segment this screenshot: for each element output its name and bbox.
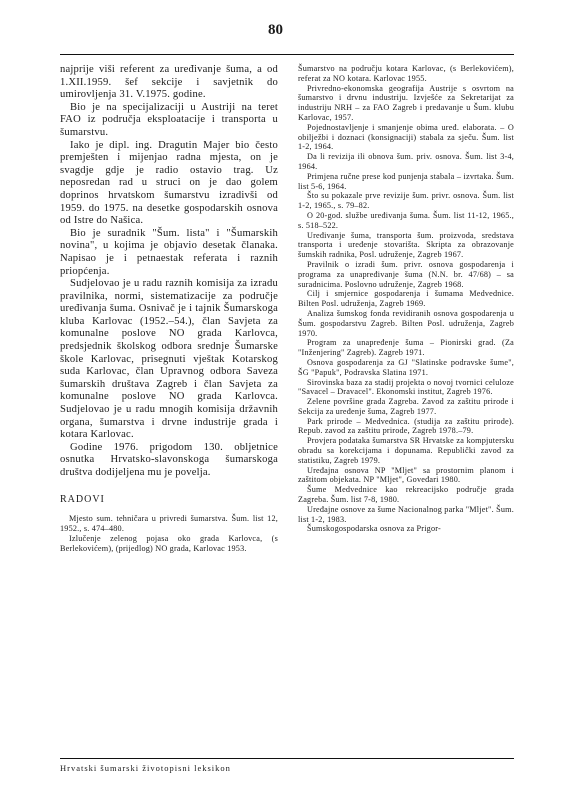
work-entry: Privredno-ekonomska geografija Austrije s osvrtom na šumarstvo i drvnu industriju. Izvješće za Sekretarijat za industriju NRH – za FAO Zagreb i predavanje u Šum. klubu Karlovac, 1957. xyxy=(298,83,514,122)
work-entry: Primjena ručne prese kod punjenja stabala – izvrtaka. Šum. list 5-6, 1964. xyxy=(298,171,514,191)
work-entry: Cilj i smjernice gospodarenja i šumama Medvednice. Bilten Posl. udruženja, Zagreb 1969. xyxy=(298,289,514,309)
work-entry: Šume Medvednice kao rekreacijsko područje grada Zagreba. Šum. list 7-8, 1980. xyxy=(298,485,514,505)
work-entry: Program za unapređenje šuma – Pionirski grad. (Za "Inženjering" Zagreb). Zagreb 1971. xyxy=(298,338,514,358)
work-entry: Uređivanje šuma, transporta šum. proizvoda, sredstava transporta i uređenje stovarišta. Skripta za obrazovanje šumskih radnika, Posl. udruženje, Zagreb 1967. xyxy=(298,230,514,260)
paragraph: Bio je na specijalizaciji u Austriji na teret FAO iz područja eksploatacije i transporta u šumarstvu. xyxy=(60,101,278,138)
work-entry: Što su pokazale prve revizije šum. privr. osnova. Šum. list 1-2, 1965., s. 79–82. xyxy=(298,191,514,211)
paragraph: Bio je suradnik "Šum. lista" i "Šumarskih novina", u kojima je objavio desetak članaka. Napisao je i petnaestak referata i raznih priopćenja. xyxy=(60,227,278,277)
work-entry: Osnova gospodarenja za GJ "Slatinske podravske šume", ŠG "Papuk", Podravska Slatina 1971. xyxy=(298,357,514,377)
page-number: 80 xyxy=(268,22,283,38)
paragraph: Iako je dipl. ing. Dragutin Majer bio često premješten i mijenjao radna mjesta, on je svagdje gdje je radio ostavio trag. Uz neposredan rad u struci on je dao golem doprinos hrvatskom šumarstvu izradivši od 1959. do 1975. na desetke gospodarskih osnova od Istre do Našica. xyxy=(60,139,278,227)
work-entry: Izlučenje zelenog pojasa oko grada Karlovca, (s Berlekovićem), (prijedlog) NO grada, Karlovac 1953. xyxy=(60,533,278,553)
work-entry: Uređajna osnova NP "Mljet" sa prostornim planom i zaštitom objekata. NP "Mljet", Goveđari 1980. xyxy=(298,465,514,485)
work-entry: Park prirode – Medvednica. (studija za zaštitu prirode). Repub. zavod za zaštitu prirode, Zagreb 1978.–79. xyxy=(298,416,514,436)
work-entry: Da li revizija ili obnova šum. priv. osnova. Šum. list 3-4, 1964. xyxy=(298,152,514,171)
work-entry: Šumskogospodarska osnova za Prigor- xyxy=(307,524,441,534)
work-entry: Analiza šumskog fonda revidiranih osnova gospodarenja u Šum. gospodarstvu Zagreb. Bilten Posl. udruženja, Zagreb 1970. xyxy=(298,308,514,338)
paragraph: najprije viši referent za uređivanje šuma, a od 1.XII.1959. šef sekcije i savjetnik do umirovljenja 31. V.1975. godine. xyxy=(60,64,278,101)
left-column xyxy=(60,64,278,553)
work-entry: Sirovinska baza za stadij projekta o novoj tvornici celuloze "Savacel – Dravacel". Ekonomski institut, Zagreb 1976. xyxy=(298,377,514,397)
work-entry: Pravilnik o izradi šum. privr. osnova gospodarenja i programa za unapređivanje šuma (N.N. br. 47/68) – sa suradnicima. Poslovno udruženje, Zagreb 1968. xyxy=(298,259,514,289)
paragraph: Sudjelovao je u radu raznih komisija za izradu pravilnika, normi, sistematizacije za područje uređivanja šuma. Osnivač je i tajnik Šumarskoga kluba Karlovac (1952.–54.), član Savjeta za komunalne poslove NO grada Karlovca, predsjednik školskog odbora srednje Šumarske škole Karlovac, prisegnuti vještak Kotarskog suda Karlovac, član Upravnog odbora Saveza šumarskih društava Zagreb i član Savjeta za komunalne poslove NO grada Karlovca. Sudjelovao je u radu mnogih komisija državnih organa, šumarstva i drvne industrije grada i kotara Karlovac. xyxy=(60,278,278,441)
work-entry: Mjesto sum. tehničara u privredi šumarstva. Šum. list 12, 1952., s. 474–480. xyxy=(60,514,278,533)
work-entry: Pojednostavljenje i smanjenje obima urеđ. elaborata. – O obilježbi i doznaci (konsignaciji) stabala za sječu. Šum. list 1-2, 1964. xyxy=(298,122,514,152)
right-column xyxy=(298,64,514,534)
work-entry: O 20-god. službe uređivanja šuma. Šum. list 11-12, 1965., s. 518–522. xyxy=(298,210,514,230)
footer-title: Hrvatski šumarski životopisni leksikon xyxy=(60,763,231,773)
header-rule xyxy=(60,54,514,55)
work-entry: Uređajne osnove za šume Nacionalnog parka "Mljet". Šum. list 1-2, 1983. xyxy=(298,504,514,524)
paragraph: Godine 1976. prigodom 130. obljetnice osnutka Hrvatsko-slavonskoga šumarskoga društva dodijeljena mu je povelja. xyxy=(60,441,278,478)
work-entry: Provjera podataka šumarstva SR Hrvatske za kompjutersku obradu sa korekcijama i dopunama. Republički zavod za statistiku, Zagreb 1979. xyxy=(298,436,514,465)
work-entry: Zelene površine grada Zagreba. Zavod za zaštitu prirode i Sekcija za uređenje šuma, Zagreb 1977. xyxy=(298,397,514,416)
works-heading: RADOVI xyxy=(60,493,105,505)
footer-rule xyxy=(60,758,514,759)
work-entry: Šumarstvo na području kotara Karlovac, (s Berlekovićem), referat za NO kotara. Karlovac 1955. xyxy=(298,64,514,83)
works-list-left xyxy=(60,514,278,553)
